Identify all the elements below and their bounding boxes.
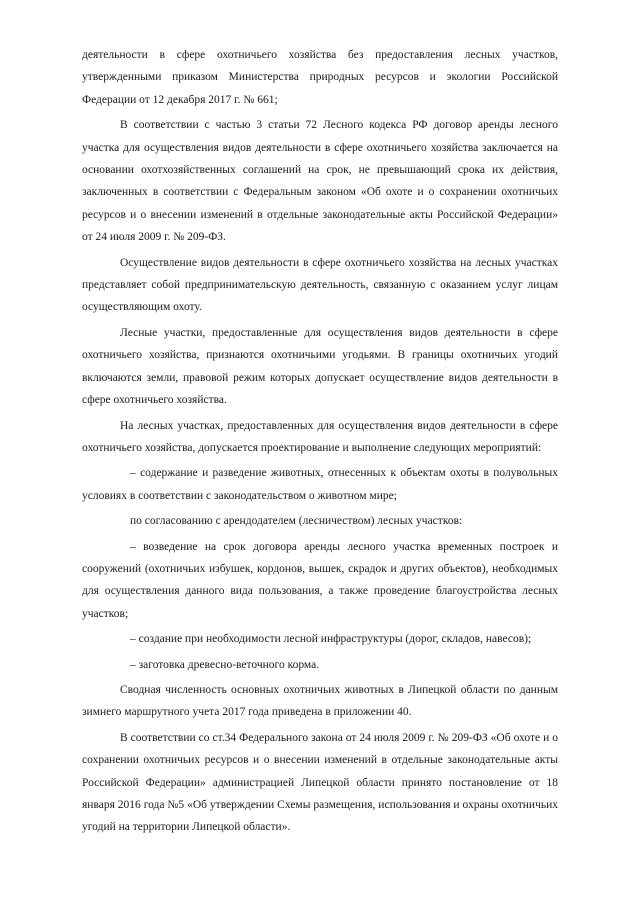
list-item-temporary-buildings: – возведение на срок договора аренды лесного участка временных построек и сооружений (охотничьих избушек, кордонов, вышек, скрадок и других объектов), необходимых для осуществления данного вида пользования, а также проведение благоустройства лесных участков; bbox=[82, 540, 558, 620]
paragraph-lease-agreement: В соответствии с частью 3 статьи 72 Лесного кодекса РФ договор аренды лесного участка для осуществления видов деятельности в сфере охотничьего хозяйства заключается на основании охотхозяйственных соглашений на срок, не превышающий срока их действия, заключенных в соответствии с Федеральным законом «Об охоте и о сохранении охотничьих ресурсов и о внесении изменений в отдельные законодательные акты Российской Федерации» от 24 июля 2009 г. № 209-ФЗ. bbox=[82, 119, 558, 244]
paragraph-animal-census: Сводная численность основных охотничьих животных в Липецкой области по данным зимнего маршрутного учета 2017 года приведена в приложении 40. bbox=[82, 683, 558, 719]
list-item-animal-breeding: – содержание и разведение животных, отнесенных к объектам охоты в полувольных условиях в соответствии с законодательством о животном мире; bbox=[82, 467, 558, 502]
paragraph-by-agreement: по согласованию с арендодателем (лесничеством) лесных участков: bbox=[130, 515, 463, 528]
list-item-fodder-harvesting: – заготовка древесно-веточного корма. bbox=[130, 658, 320, 671]
paragraph-permitted-activities: На лесных участках, предоставленных для осуществления видов деятельности в сфере охотничьего хозяйства, допускается проектирование и выполнение следующих мероприятий: bbox=[82, 419, 558, 454]
paragraph-hunting-rules-end: деятельности в сфере охотничьего хозяйства без предоставления лесных участков, утвержденными приказом Министерства природных ресурсов и экологии Российской Федерации от 12 декабря 2017 г. № 661; bbox=[82, 49, 558, 106]
list-item-forest-infrastructure: – создание при необходимости лесной инфраструктуры (дорог, складов, навесов); bbox=[130, 633, 532, 646]
paragraph-hunting-grounds: Лесные участки, предоставленные для осуществления видов деятельности в сфере охотничьего хозяйства, признаются охотничьими угодьями. В границы охотничьих угодий включаются земли, правовой режим которых допускает осуществление видов деятельности в сфере охотничьего хозяйства. bbox=[82, 326, 558, 407]
paragraph-entrepreneurial-activity: Осуществление видов деятельности в сфере охотничьего хозяйства на лесных участках представляет собой предпринимательскую деятельность, связанную с оказанием услуг лицам осуществляющим охоту. bbox=[82, 256, 558, 314]
paragraph-regional-resolution: В соответствии со ст.34 Федерального закона от 24 июля 2009 г. № 209-ФЗ «Об охоте и о сохранении охотничьих ресурсов и о внесении изменений в отдельные законодательные акты Российской Федерации» администрацией Липецкой области принято постановление от 18 января 2016 года №5 «Об утверждении Схемы размещения, использования и охраны охотничьих угодий на территории Липецкой области». bbox=[82, 731, 558, 834]
document-page bbox=[82, 44, 558, 842]
